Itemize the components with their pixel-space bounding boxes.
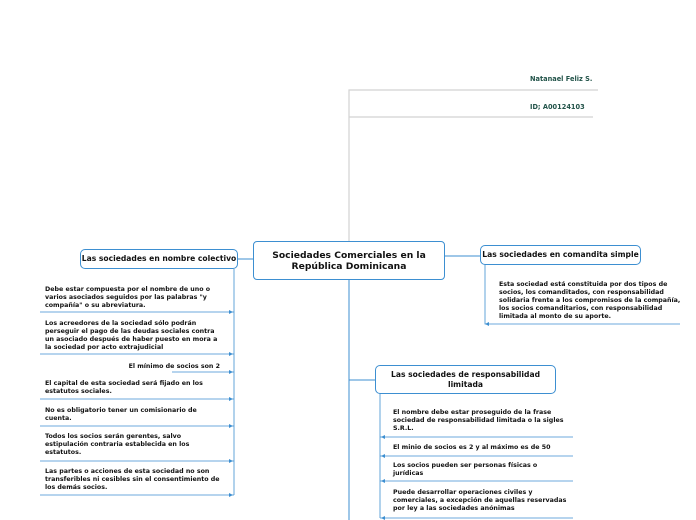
comandita-item[interactable]: Esta sociedad está constituida por dos tipos de socios, los comanditados, con responsabilidad solidaria frente a los compromisos de la compañía, los socios comanditarios, con responsabilidad limitada al monto de su aporte. xyxy=(499,281,681,320)
limitada-item[interactable]: Puede desarrollar operaciones civiles y comerciales, a excepción de aquellas reservadas por ley a las sociedades anónimas xyxy=(393,489,567,512)
topic-colectivo[interactable] xyxy=(80,249,238,269)
colectivo-item[interactable]: El capital de esta sociedad será fijado en los estatutos sociales. xyxy=(45,380,203,395)
author-id: ID; A00124103 xyxy=(530,103,585,111)
colectivo-item[interactable]: Todos los socios serán gerentes, salvo estipulación contraria establecida en los estatutos. xyxy=(45,433,190,456)
connector-limitada xyxy=(349,280,375,520)
central-topic[interactable] xyxy=(253,241,445,280)
topic-limitada-title: Las sociedades de responsabilidad limitada xyxy=(390,370,541,389)
topic-comandita[interactable] xyxy=(480,245,641,265)
colectivo-item[interactable]: Los acreedores de la sociedad sólo podrán perseguir el pago de las deudas sociales contra un asociado después de haber puesto en mora a la sociedad por acto extrajudicial xyxy=(45,320,218,351)
limitada-item[interactable]: El minio de socios es 2 y al máximo es de 50 xyxy=(393,444,551,451)
limitada-item[interactable]: El nombre debe estar proseguido de la frase sociedad de responsabilidad limitada o la sigles S.R.L. xyxy=(393,409,564,432)
colectivo-item[interactable]: Las partes o acciones de esta sociedad no son transferibles ni cesibles sin el consentimiento de los demás socios. xyxy=(45,468,220,491)
central-topic-title: Sociedades Comerciales en la República Dominicana xyxy=(272,249,426,272)
author-connector xyxy=(349,90,598,241)
colectivo-item[interactable]: Debe estar compuesta por el nombre de uno o varios asociados seguidos por las palabras "y compañía" o su abreviatura. xyxy=(45,286,211,309)
topic-colectivo-title: Las sociedades en nombre colectivo xyxy=(81,254,237,264)
limitada-item[interactable]: Los socios pueden ser personas físicas o jurídicas xyxy=(393,462,538,477)
topic-limitada[interactable] xyxy=(375,365,556,394)
colectivo-item[interactable]: El mínimo de socios son 2 xyxy=(128,363,220,370)
author-name: Natanael Feliz S. xyxy=(530,75,593,83)
colectivo-item[interactable]: No es obligatorio tener un comisionario de cuenta. xyxy=(45,407,197,422)
topic-comandita-title: Las sociedades en comandita simple xyxy=(482,250,639,260)
